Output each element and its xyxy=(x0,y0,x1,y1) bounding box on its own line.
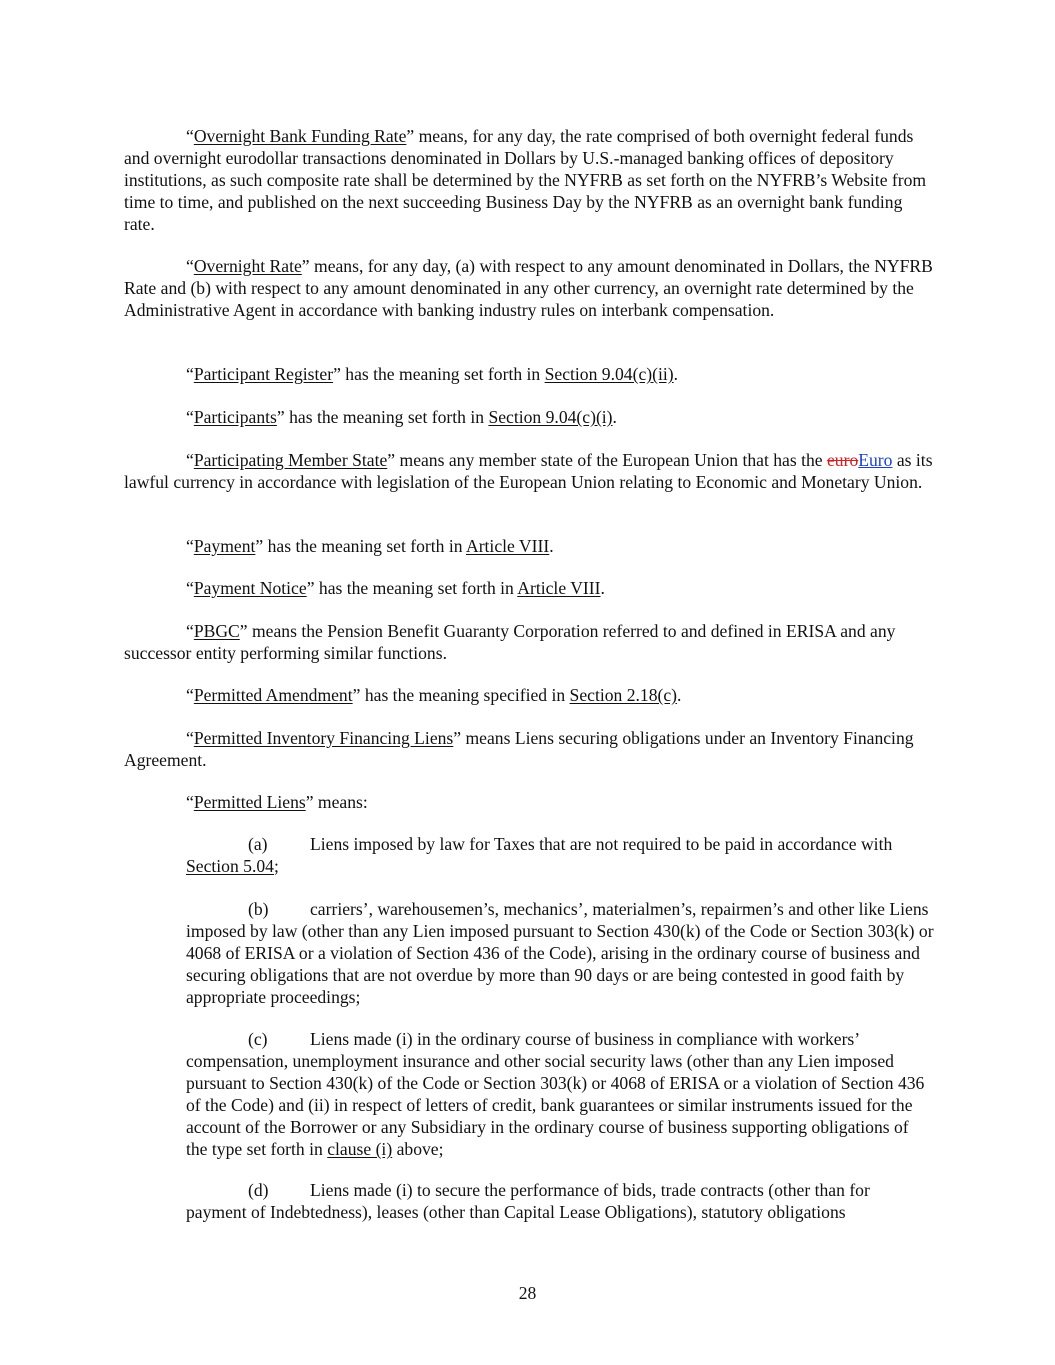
page-number: 28 xyxy=(518,1283,537,1303)
definition-participant-register: “Participant Register” has the meaning set forth in Section 9.04(c)(ii). xyxy=(186,364,679,384)
definition-permitted-amendment: “Permitted Amendment” has the meaning specified in Section 2.18(c). xyxy=(186,685,682,705)
defined-term: Participating Member State xyxy=(193,450,388,470)
clause-a: (a) Liens imposed by law for Taxes that are not required to be paid in accordance with Section 5.04; xyxy=(186,834,893,876)
defined-term: Permitted Inventory Financing Liens xyxy=(193,728,454,748)
clause-b: (b) carriers’, warehousemen’s, mechanics’, materialmen’s, repairmen’s and other like Liens imposed by law (other than any Lien imposed pursuant to Section 430(k) of the Code or Section 303(k) or 4068 of ERISA or a violation of Section 436 of the Code), arising in the ordinary course of business and securing obligations that are not overdue by more than 90 days or are being contested in good faith by appropriate proceedings; xyxy=(186,899,934,1007)
cross-reference: clause (i) xyxy=(327,1139,393,1159)
defined-term: Overnight Bank Funding Rate xyxy=(193,126,407,146)
defined-term: Participant Register xyxy=(193,364,334,384)
cross-reference: Section 2.18(c) xyxy=(569,685,678,705)
definition-participating-member-state: “Participating Member State” means any member state of the European Union that has the euroEuro as its lawful currency in accordance with legislation of the European Union relating to Economic and Monetary Union. xyxy=(124,450,933,492)
deleted-text: euro xyxy=(827,450,859,470)
defined-term: Permitted Liens xyxy=(193,792,306,812)
definition-permitted-inventory-financing-liens: “Permitted Inventory Financing Liens” means Liens securing obligations under an Inventory Financing Agreement. xyxy=(124,728,914,770)
definition-overnight-rate: “Overnight Rate” means, for any day, (a) with respect to any amount denominated in Dollars, the NYFRB Rate and (b) with respect to any amount denominated in any other currency, an overnight rate determined by the Administrative Agent in accordance with banking industry rules on interbank compensation. xyxy=(124,256,933,320)
clause-label: (d) xyxy=(248,1180,269,1200)
inserted-text: Euro xyxy=(858,450,893,470)
definition-payment: “Payment” has the meaning set forth in Article VIII. xyxy=(186,536,554,556)
clause-label: (c) xyxy=(248,1029,268,1049)
definition-permitted-liens: “Permitted Liens” means: xyxy=(186,792,368,812)
defined-term: Permitted Amendment xyxy=(193,685,353,705)
clause-label: (a) xyxy=(248,834,268,854)
defined-term: Payment xyxy=(193,536,256,556)
defined-term: Overnight Rate xyxy=(193,256,302,276)
cross-reference: Section 5.04 xyxy=(186,856,274,876)
cross-reference: Section 9.04(c)(i) xyxy=(488,407,613,427)
clause-d: (d) Liens made (i) to secure the performance of bids, trade contracts (other than for payment of Indebtedness), leases (other than Capital Lease Obligations), statutory obligations xyxy=(186,1180,870,1222)
defined-term: Payment Notice xyxy=(193,578,307,598)
clause-c: (c) Liens made (i) in the ordinary course of business in compliance with workers’ compensation, unemployment insurance and other social security laws (other than any Lien imposed pursuant to Section 430(k) of the Code or Section 303(k) or 4068 of ERISA or a violation of Section 436 of the Code) and (ii) in respect of letters of credit, bank guarantees or similar instruments issued for the account of the Borrower or any Subsidiary in the ordinary course of business supporting obligations of the type set forth in clause (i) above; xyxy=(186,1029,925,1159)
defined-term: PBGC xyxy=(193,621,240,641)
defined-term: Participants xyxy=(193,407,277,427)
definition-overnight-bank-funding-rate: “Overnight Bank Funding Rate” means, for any day, the rate comprised of both overnight federal funds and overnight eurodollar transactions denominated in Dollars by U.S.-managed banking offices of depository institutions, as such composite rate shall be determined by the NYFRB as set forth on the NYFRB’s Website from time to time, and published on the next succeeding Business Day by the NYFRB as an overnight bank funding rate. xyxy=(124,126,927,234)
cross-reference: Article VIII xyxy=(517,578,601,598)
clause-label: (b) xyxy=(248,899,269,919)
definition-pbgc: “PBGC” means the Pension Benefit Guaranty Corporation referred to and defined in ERISA and any successor entity performing similar functions. xyxy=(124,621,896,663)
definition-payment-notice: “Payment Notice” has the meaning set forth in Article VIII. xyxy=(186,578,605,598)
cross-reference: Article VIII xyxy=(465,536,550,556)
cross-reference: Section 9.04(c)(ii) xyxy=(544,364,674,384)
definition-participants: “Participants” has the meaning set forth in Section 9.04(c)(i). xyxy=(186,407,617,427)
